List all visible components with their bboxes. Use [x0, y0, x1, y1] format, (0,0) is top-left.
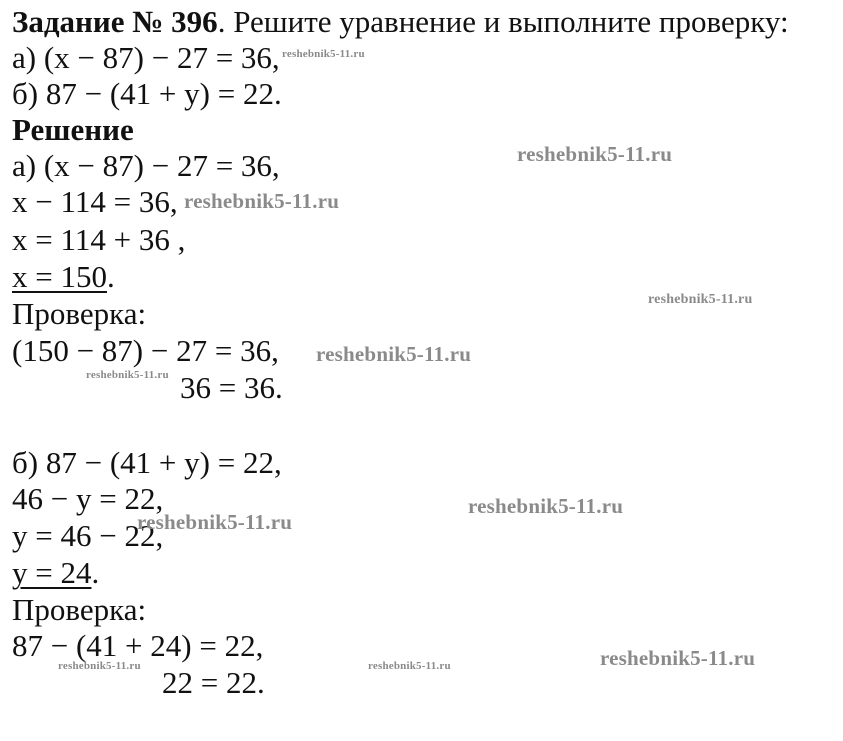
- solution-b-answer: y = 24: [12, 555, 92, 590]
- task-number: Задание № 396: [12, 4, 218, 39]
- watermark: reshebnik5-11.ru: [184, 189, 340, 213]
- solution-a-answer-line: [12, 259, 115, 295]
- watermark: reshebnik5-11.ru: [648, 292, 753, 307]
- solution-b-line2: 46 − y = 22,: [12, 481, 164, 516]
- solution-b-line1: б) 87 − (41 + y) = 22,: [12, 445, 282, 480]
- solution-b-answer-period: .: [91, 555, 100, 590]
- solution-b-check-label: Проверка:: [12, 592, 147, 627]
- watermark: reshebnik5-11.ru: [316, 342, 472, 366]
- watermark: reshebnik5-11.ru: [517, 142, 673, 166]
- watermark: reshebnik5-11.ru: [282, 48, 365, 60]
- solution-a-line2: x − 114 = 36,: [12, 184, 178, 219]
- solution-a-answer: x = 150: [12, 259, 107, 294]
- watermark: reshebnik5-11.ru: [58, 660, 141, 672]
- solution-a-line1: а) (x − 87) − 27 = 36,: [12, 148, 280, 183]
- solution-a-check-label: Проверка:: [12, 296, 147, 331]
- watermark: reshebnik5-11.ru: [368, 660, 451, 672]
- solution-a-line3: x = 114 + 36 ,: [12, 222, 186, 257]
- solution-a-check2: 36 = 36.: [180, 370, 283, 405]
- watermark: reshebnik5-11.ru: [600, 646, 756, 670]
- task-instruction: . Решите уравнение и выполните проверку:: [217, 4, 789, 39]
- solution-b-check2: 22 = 22.: [162, 665, 265, 700]
- watermark: reshebnik5-11.ru: [468, 494, 624, 518]
- watermark: reshebnik5-11.ru: [137, 510, 293, 534]
- solution-heading: Решение: [12, 112, 134, 147]
- solution-a-check1: (150 − 87) − 27 = 36,: [12, 333, 279, 368]
- solution-a-answer-period: .: [106, 259, 115, 294]
- solution-b-line3: y = 46 − 22,: [12, 518, 164, 553]
- watermark: reshebnik5-11.ru: [86, 369, 169, 381]
- task-title: [12, 4, 789, 40]
- task-item-b: б) 87 − (41 + y) = 22.: [12, 76, 282, 111]
- solution-b-check1: 87 − (41 + 24) = 22,: [12, 628, 264, 663]
- task-item-a: а) (x − 87) − 27 = 36,: [12, 40, 280, 75]
- solution-b-answer-line: [12, 555, 99, 591]
